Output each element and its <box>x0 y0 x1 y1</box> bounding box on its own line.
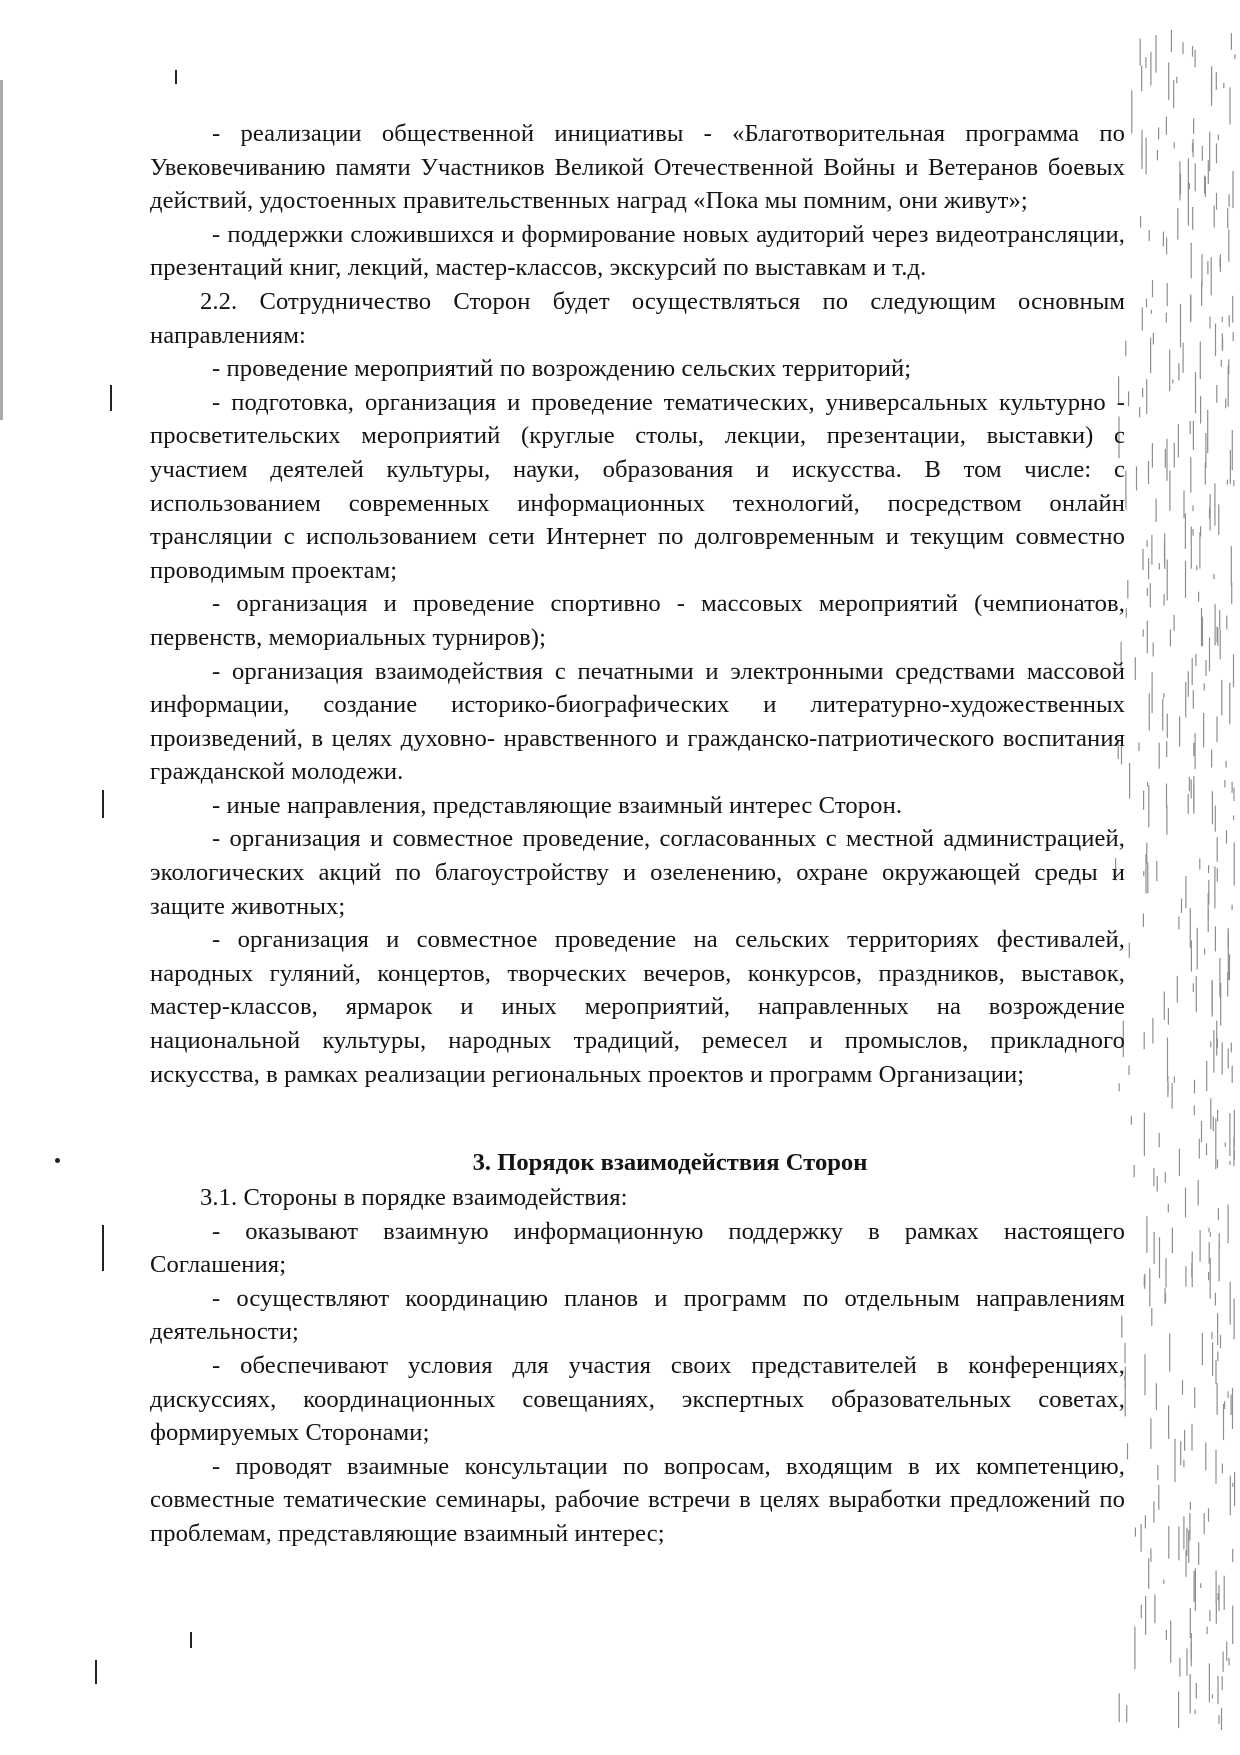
paragraph-rural-events: - проведение мероприятий по возрождению сельских территорий; <box>212 355 912 383</box>
paragraph-sports-events: - организация и проведение спортивно - массовых мероприятий (чемпионатов, первенств, мемориальных турниров); <box>150 590 1125 651</box>
paragraph-cultural-events: - подготовка, организация и проведение тематических, универсальных культурно - просветительских мероприятий (круглые столы, лекции, презентации, выставки) с участием деятелей культуры, науки, образования и искусства. В том числе: с использованием современных информационных технологий, посредством онлайн трансляции с использованием сети Интернет по долговременным и текущим совместно проводимым проектам; <box>150 388 1125 584</box>
scan-speck <box>55 1158 60 1163</box>
scan-speck <box>102 790 104 818</box>
scan-speck <box>110 385 112 411</box>
paragraph-consultations: - проводят взаимные консультации по вопросам, входящим в их компетенцию, совместные тематические семинары, рабочие встречи в целях выработки предложений по проблемам, представляющие взаимный интерес; <box>150 1452 1125 1547</box>
paragraph-other-directions: - иные направления, представляющие взаимный интерес Сторон. <box>212 791 903 819</box>
scan-speck <box>102 1225 104 1271</box>
paragraph-media: - организация взаимодействия с печатными и электронными средствами массовой информации, создание историко-биографических и литературно-художественных произведений, в целях духовно- нравственного и гражданско-патриотического воспитания гражданской молодежи. <box>150 657 1125 786</box>
section-2-text <box>150 117 1125 1091</box>
paragraph-info-support: - оказывают взаимную информационную поддержку в рамках настоящего Соглашения; <box>150 1217 1125 1279</box>
scan-speck <box>175 70 177 84</box>
section-3-text <box>150 1181 1125 1551</box>
paragraph-2-2: 2.2. Сотрудничество Сторон будет осуществляться по следующим основным направлениям: <box>150 287 1125 349</box>
paragraph-3-1: 3.1. Стороны в порядке взаимодействия: <box>200 1184 628 1211</box>
paragraph-coordination: - осуществляют координацию планов и программ по отдельным направлениям деятельности; <box>150 1284 1125 1346</box>
scan-speck <box>190 1632 192 1648</box>
paragraph-festivals: - организация и совместное проведение на сельских территориях фестивалей, народных гуляний, концертов, творческих вечеров, конкурсов, праздников, выставок, мастер-классов, ярмарок и иных мероприятий, направленных на возрождение национальной культуры, народных традиций, ремесел и промыслов, прикладного искусства, в рамках реализации региональных проектов и программ Организации; <box>150 926 1125 1088</box>
scan-noise-left-edge <box>0 80 8 420</box>
paragraph-conditions: - обеспечивают условия для участия своих представителей в конференциях, дискуссиях, координационных совещаниях, экспертных образовательных советах, формируемых Сторонами; <box>150 1351 1125 1447</box>
scan-speck <box>95 1660 97 1684</box>
paragraph-memory-program: - реализации общественной инициативы - «Благотворительная программа по Увековечиванию памяти Участников Великой Отечественной Войны и Ветеранов боевых действий, удостоенных правительственных наград «Пока мы помним, они живут»; <box>150 120 1125 215</box>
section-3-heading: 3. Порядок взаимодействия Сторон <box>472 1149 868 1176</box>
paragraph-ecology: - организация и совместное проведение, согласованных с местной администрацией, экологических акций по благоустройству и озеленению, охране окружающей среды и защите животных; <box>150 825 1125 920</box>
paragraph-audiences: - поддержки сложившихся и формирование новых аудиторий через видеотрансляции, презентаций книг, лекций, мастер-классов, экскурсий по выставкам и т.д. <box>150 220 1125 282</box>
